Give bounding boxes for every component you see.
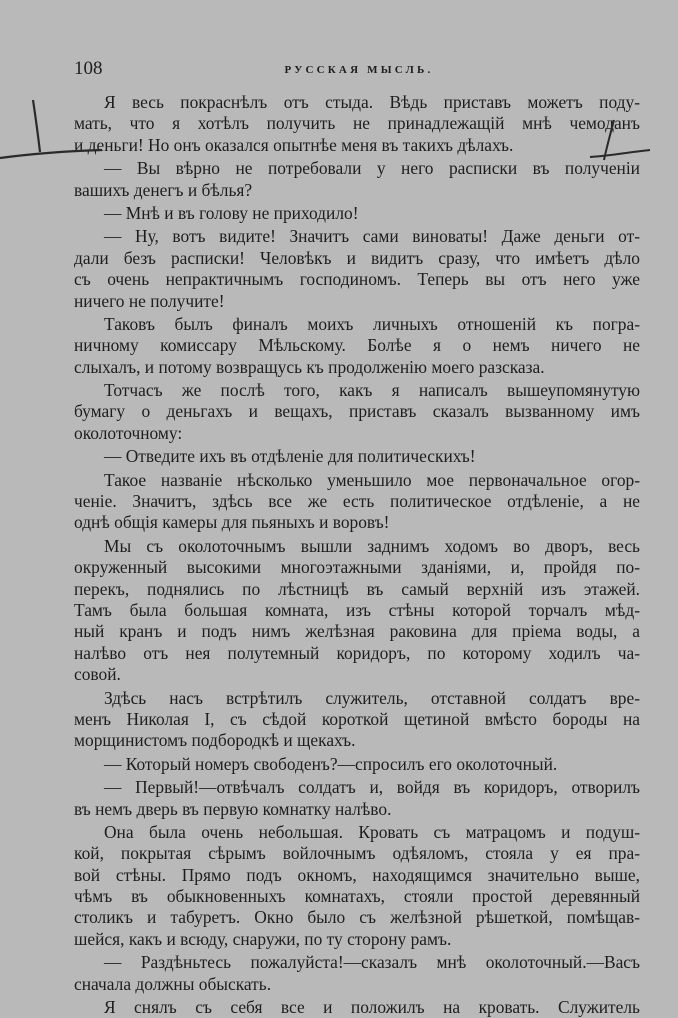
text-line: — Первый!—отвѣчалъ солдатъ и, войдя въ коридоръ, отворилъ [104, 777, 640, 798]
page-number: 108 [74, 58, 103, 79]
text-line: окруженный высокими многоэтажными зданіями, и, пройдя по- [74, 557, 640, 578]
text-line: чѣмъ въ обыкновенныхъ комнатахъ, стояли простой деревянный [74, 886, 640, 907]
text-line: — Мнѣ и въ голову не приходило! [104, 202, 359, 223]
right-underline-pen-mark [590, 150, 650, 157]
text-line: въ немъ дверь въ первую комнатку налѣво. [74, 798, 392, 819]
text-line: ничего не получите! [74, 290, 225, 311]
text-line: ченіе. Значитъ, здѣсь все же есть политическое отдѣленіе, а не [74, 491, 640, 512]
text-line: Такое названіе нѣсколько уменьшило мое первоначальное огор- [104, 469, 640, 490]
text-line: бумагу о деньгахъ и вещахъ, приставъ сказалъ вызванному имъ [74, 401, 640, 422]
text-line: однѣ общія камеры для пьяныхъ и воровъ! [74, 512, 390, 533]
text-line: слыхалъ, и потому возвращусь къ продолженію моего разсказа. [74, 356, 545, 377]
text-line: мать, что я хотѣлъ получить не принадлежащій мнѣ чемоданъ [74, 113, 640, 134]
text-line: околоточному: [74, 422, 183, 443]
text-line: ный кранъ и подъ нимъ желѣзная раковина для пріема воды, а [74, 621, 640, 642]
text-line: морщинистомъ подбородкѣ и щекахъ. [74, 730, 356, 751]
text-line: перекъ, поднялись по лѣстницѣ въ самый верхній изъ этажей. [74, 578, 640, 599]
text-line: — Ну, вотъ видите! Значитъ сами виноваты! Даже деньги от- [104, 226, 640, 247]
left-underline-pen-mark [0, 150, 102, 158]
text-line: ничному комиссару Мѣльскому. Болѣе я о немъ ничего не [74, 335, 640, 356]
text-line: Она была очень небольшая. Кровать съ матрацомъ и подуш- [104, 821, 640, 842]
text-line: — Вы вѣрно не потребовали у него расписки въ полученіи [104, 158, 640, 179]
text-line: столикъ и табуретъ. Окно было съ желѣзной рѣшеткой, помѣщав- [74, 907, 640, 928]
text-line: совой. [74, 664, 121, 685]
text-line: дали безъ расписки! Человѣкъ и видитъ сразу, что имѣетъ дѣло [74, 247, 640, 268]
left-margin-pen-mark [33, 100, 40, 152]
text-line: Мы съ околоточнымъ вышли заднимъ ходомъ во дворъ, весь [104, 535, 640, 556]
text-line: налѣво отъ нея полутемный коридоръ, по которому ходилъ ча- [74, 642, 640, 663]
text-line: — Раздѣньтесь пожалуйста!—сказалъ мнѣ околоточный.—Васъ [104, 952, 640, 973]
text-line: Таковъ былъ финалъ моихъ личныхъ отношеній къ погра- [104, 313, 640, 334]
text-line: съ очень непрактичнымъ господиномъ. Теперь вы отъ него уже [74, 269, 640, 290]
text-line: Тамъ была большая комната, изъ стѣны которой торчалъ мѣд- [74, 599, 640, 620]
text-line: Я снялъ съ себя все и положилъ на кровать. Служитель [104, 997, 640, 1018]
text-line: — Который номеръ свободенъ?—спросилъ его околоточный. [104, 753, 558, 774]
text-line: Здѣсь насъ встрѣтилъ служитель, отставной солдатъ вре- [104, 687, 640, 708]
text-line: и деньги! Но онъ оказался опытнѣе меня въ такихъ дѣлахъ. [74, 134, 514, 155]
text-line: Я весь покраснѣлъ отъ стыда. Вѣдь приставъ можетъ поду- [104, 92, 640, 112]
text-line: Тотчасъ же послѣ того, какъ я написалъ вышеупомянутую [104, 380, 640, 401]
text-line: менъ Николая I, съ сѣдой короткой щетиной вмѣсто бороды на [74, 708, 640, 729]
text-line: вой стѣны. Прямо подъ окномъ, находящимся значительно выше, [74, 864, 640, 885]
text-line: вашихъ денегъ и бѣлья? [74, 179, 253, 200]
running-title: РУССКАЯ МЫСЛЬ. [284, 64, 434, 76]
text-line: — Отведите ихъ въ отдѣленіе для политическихъ! [104, 446, 476, 467]
text-line: сначала должны обыскать. [74, 973, 272, 994]
text-line: шейся, какъ и всюду, снаружи, по ту сторону рамъ. [74, 928, 452, 949]
text-line: кой, покрытая сѣрымъ войлочнымъ одѣяломъ, стояла у ея пра- [74, 843, 640, 864]
